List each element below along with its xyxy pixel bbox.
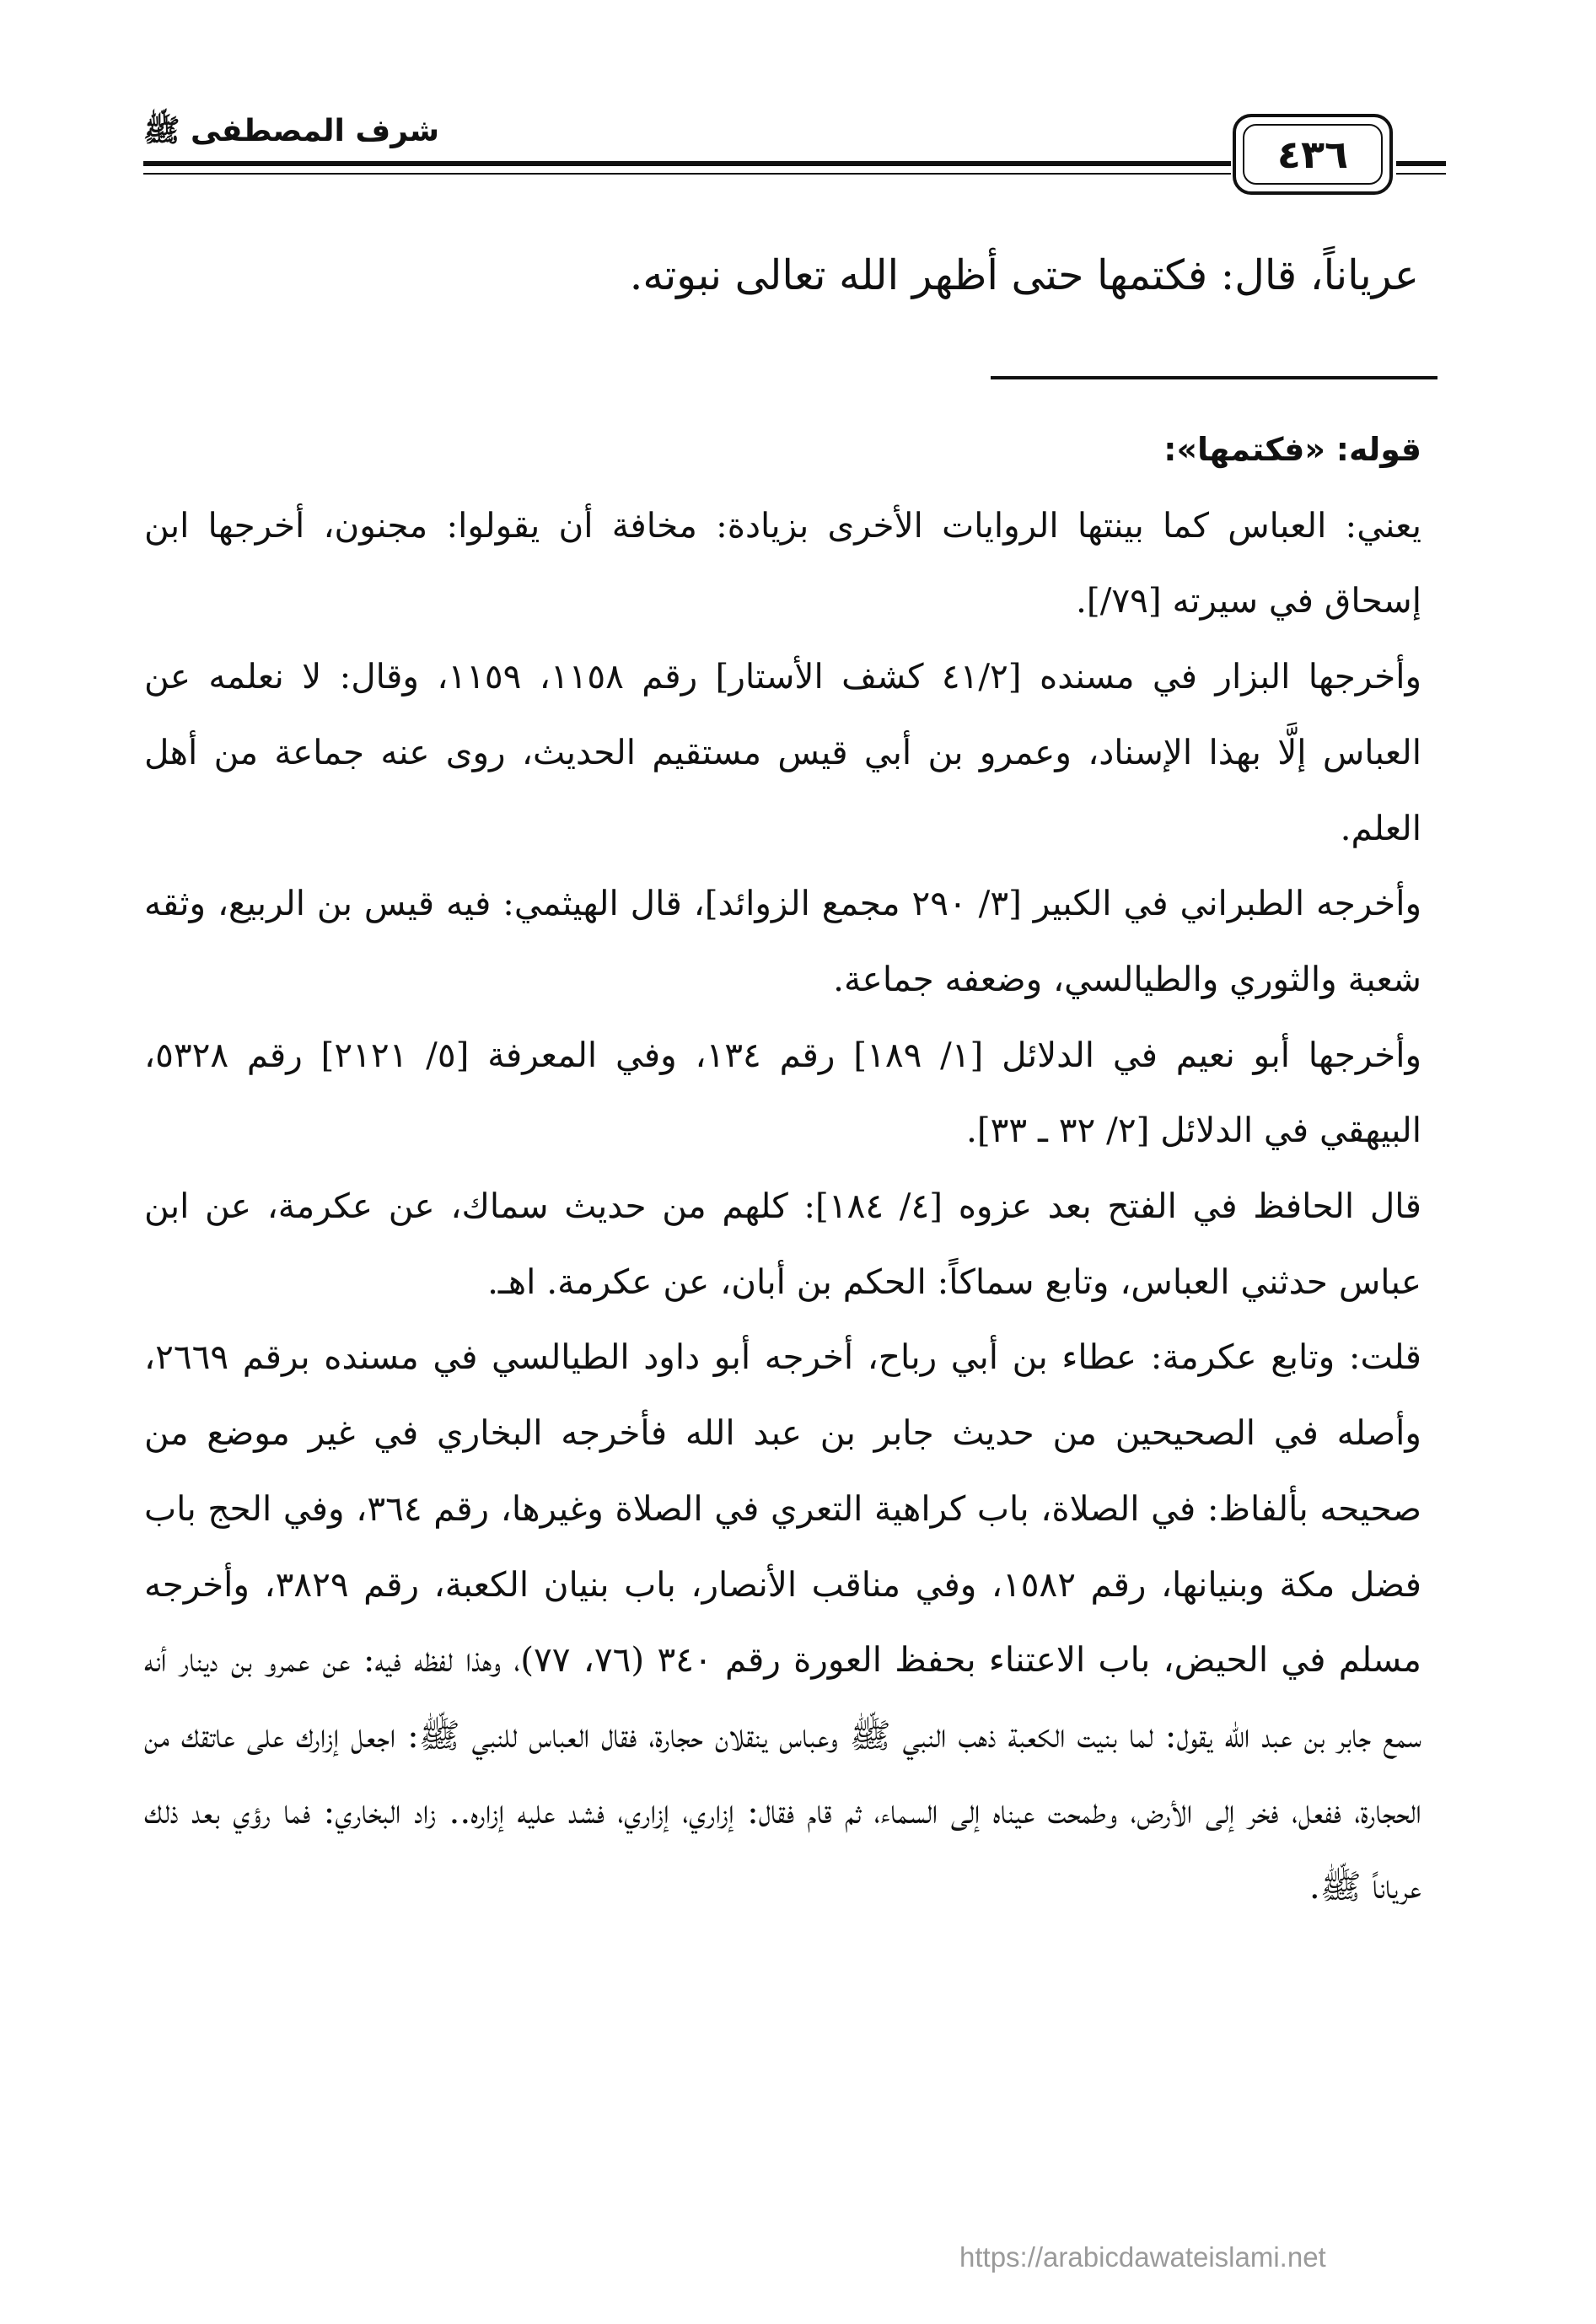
- header-rule-right-thin: [1396, 173, 1446, 175]
- heading-prefix: قوله:: [1335, 431, 1421, 468]
- page-number-inner-frame: [1243, 124, 1383, 185]
- footnote-separator: [991, 376, 1437, 379]
- header-rule-thin: [143, 173, 1231, 175]
- commentary-paragraph: قال الحافظ في الفتح بعد عزوه [٤/ ١٨٤]: كلهم من حديث سماك، عن عكرمة، عن ابن عباس حدثني العباس، وتابع سماكاً: الحكم بن أبان، عن عكرمة. اهـ.: [144, 1186, 1421, 1302]
- page-header: [143, 105, 1446, 198]
- commentary: [144, 412, 1421, 1925]
- commentary-paragraph: وأخرجه الطبراني في الكبير [٣/ ٢٩٠ مجمع الزوائد]، قال الهيثمي: فيه قيس بن الربيع، وثقه شعبة والثوري والطيالسي، وضعفه جماعة.: [144, 883, 1421, 999]
- header-rule: [143, 161, 1231, 166]
- watermark-url: https://arabicdawateislami.net: [959, 2241, 1326, 2273]
- commentary-heading: [144, 412, 1421, 488]
- commentary-paragraph: يعني: العباس كما بينتها الروايات الأخرى بزيادة: مخافة أن يقولوا: مجنون، أخرجها ابن إسحاق في سيرته [٧٩/].: [144, 504, 1421, 621]
- heading-term: «فكتمها»:: [1163, 431, 1325, 468]
- main-text: عرياناً، قال: فكتمها حتى أظهر الله تعالى نبوته.: [629, 251, 1419, 299]
- commentary-paragraph: قلت: وتابع عكرمة: عطاء بن أبي رباح، أخرجه أبو داود الطيالسي في مسنده برقم ٢٦٦٩، وأصله في الصحيحين من حديث جابر بن عبد الله فأخرجه البخاري في غير موضع من صحيحه بألفاظ: في الصلاة، باب كراهية التعري في الصلاة وغيرها، رقم ٣٦٤، وفي الحج باب فضل مكة وبنيانها، رقم ١٥٨٢، وفي مناقب الأنصار، باب بنيان الكعبة، رقم ٣٨٢٩، وأخرجه مسلم في الحيض، باب الاعتناء بحفظ العورة رقم ٣٤٠ (٧٦، ٧٧)، وهذا لفظه فيه: عن عمرو بن دينار أنه سمع جابر بن عبد الله يقول: لما بنيت الكعبة ذهب النبي ﷺ وعباس ينقلان حجارة، فقال العباس للنبي ﷺ: اجعل إزارك على عاتقك من الحجارة، ففعل، فخر إلى الأرض، وطمحت عيناه إلى السماء، ثم قام فقال: إزاري، إزاري، فشد عليه إزاره.. زاد البخاري: فما رؤي بعد ذلك عرياناً ﷺ.: [144, 1337, 1422, 1907]
- header-rule-right: [1396, 161, 1446, 166]
- page-number-frame: [1233, 114, 1393, 195]
- commentary-paragraph: وأخرجها البزار في مسنده [٤١/٢ كشف الأستار] رقم ١١٥٨، ١١٥٩، وقال: لا نعلمه عن العباس إلَّا بهذا الإسناد، وعمرو بن أبي قيس مستقيم الحديث، روى عنه جماعة من أهل العلم.: [144, 656, 1422, 848]
- running-title: شرف المصطفى ﷺ: [143, 114, 440, 148]
- page-number: ٤٣٦: [1276, 132, 1349, 177]
- commentary-paragraph: وأخرجها أبو نعيم في الدلائل [١/ ١٨٩] رقم ١٣٤، وفي المعرفة [٥/ ٢١٢١] رقم ٥٣٢٨، البيهقي في الدلائل [٢/ ٣٢ ـ ٣٣].: [144, 1034, 1422, 1151]
